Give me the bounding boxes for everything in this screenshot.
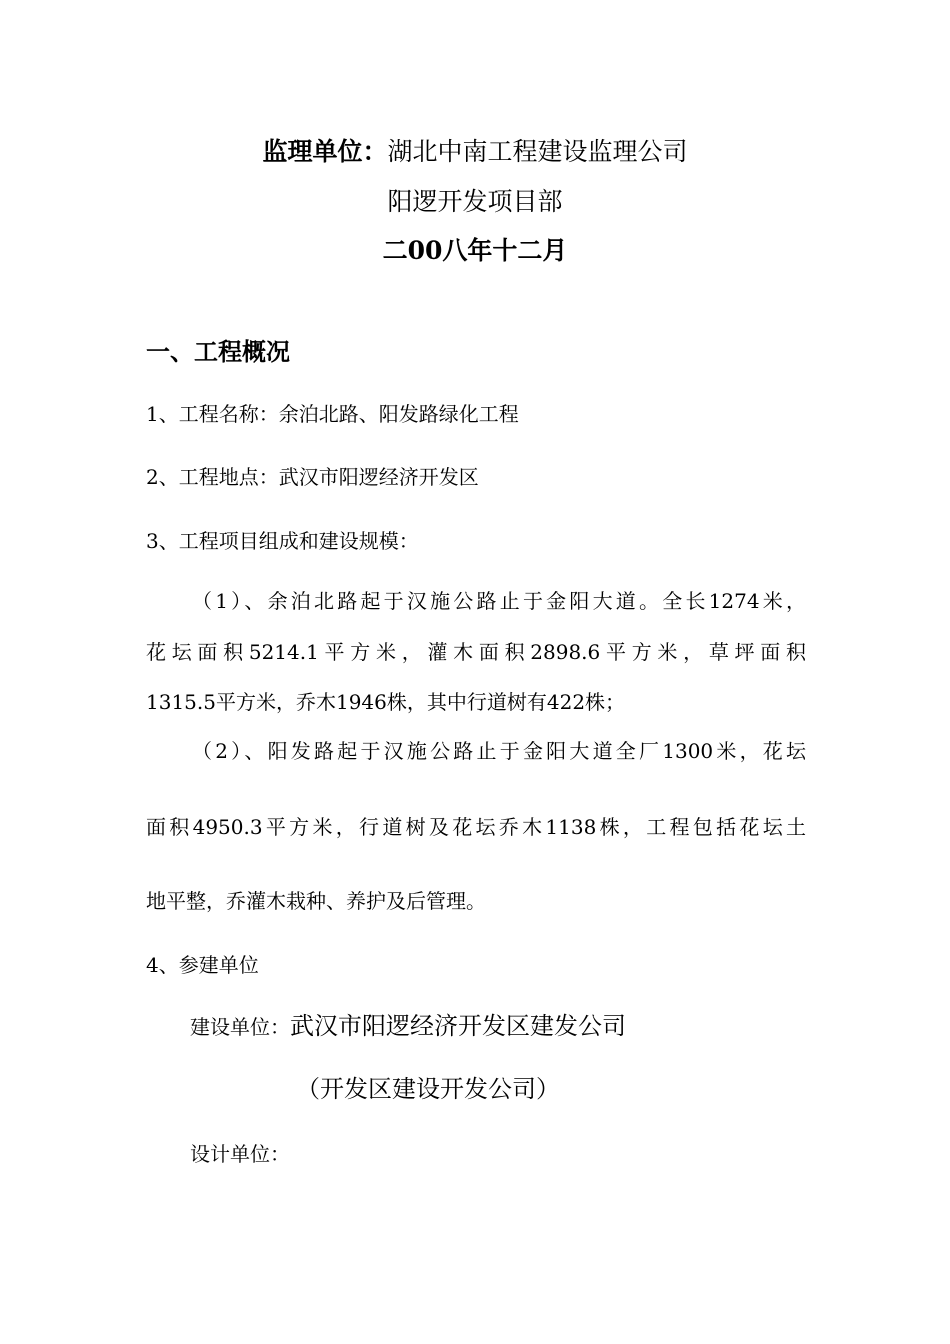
para2-line3: 地平整，乔灌木栽种、养护及后管理。 xyxy=(146,889,486,913)
builder-alias: （开发区建设开发公司） xyxy=(296,1075,560,1103)
para2-line2: 面积4950.3平方米，行道树及花坛乔木1138株，工程包括花坛土 xyxy=(146,815,806,839)
supervisor-label: 监理单位： xyxy=(262,137,388,166)
department-name: 阳逻开发项目部 xyxy=(387,187,563,216)
section-heading: 一、工程概况 xyxy=(146,337,290,366)
builder-name: 武汉市阳逻经济开发区建发公司 xyxy=(290,1012,626,1040)
document-date: 二00八年十二月 xyxy=(382,236,568,265)
para1-line2: 花坛面积5214.1平方米，灌木面积2898.6平方米，草坪面积 xyxy=(146,640,806,664)
supervisor-line xyxy=(0,139,950,164)
para1-line1: （1）、余泊北路起于汉施公路止于金阳大道。全长1274米， xyxy=(192,589,806,613)
supervisor-name: 湖北中南工程建设监理公司 xyxy=(387,137,688,166)
project-scope-heading: 3、工程项目组成和建设规模： xyxy=(146,529,419,553)
designer-label: 设计单位： xyxy=(190,1142,290,1166)
participants-heading: 4、参建单位 xyxy=(146,953,259,977)
para1-line3: 1315.5平方米，乔木1946株，其中行道树有422株； xyxy=(146,690,626,714)
builder-label: 建设单位： xyxy=(190,1015,290,1039)
para2-line1: （2）、阳发路起于汉施公路止于金阳大道全厂1300米，花坛 xyxy=(192,739,806,763)
project-name: 1、工程名称：余泊北路、阳发路绿化工程 xyxy=(146,402,519,426)
project-location: 2、工程地点：武汉市阳逻经济开发区 xyxy=(146,465,479,489)
builder-line xyxy=(190,1014,626,1038)
